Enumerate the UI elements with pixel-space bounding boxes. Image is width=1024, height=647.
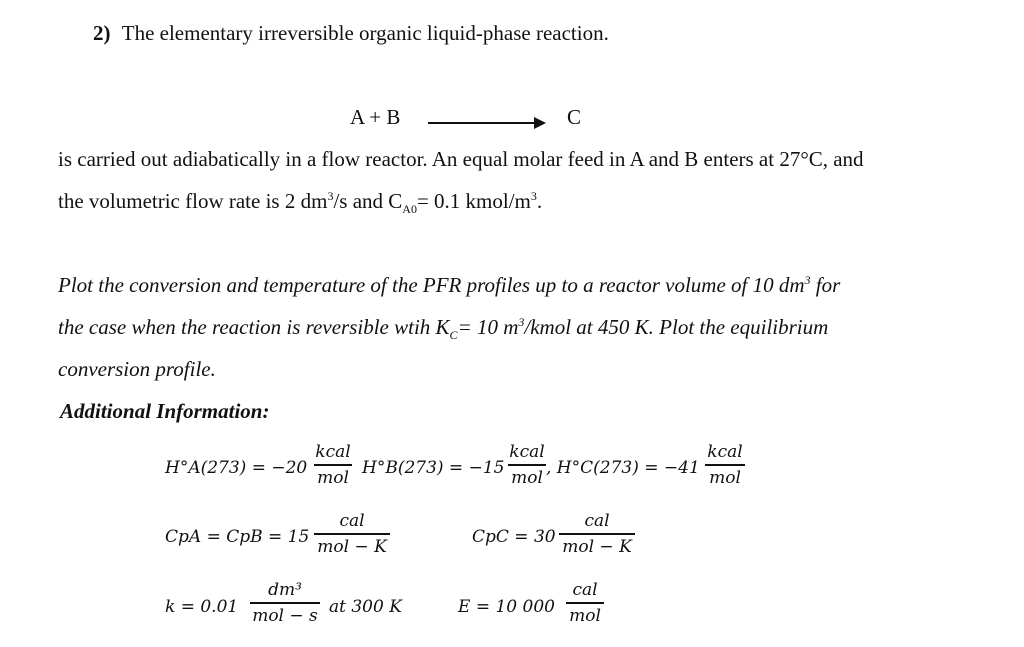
rate-constant-temp: at 300 K [329, 597, 402, 617]
task-line-1: Plot the conversion and temperature of the PFR profiles up to a reactor volume of 10 $dm^3$ for [58, 273, 841, 297]
reaction-lhs: A + B [350, 105, 401, 129]
description-line-1: is carried out adiabatically in a flow reactor. An equal molar feed in A and B enters at 27°C, and [58, 147, 864, 171]
problem-title-text: The elementary irreversible organic liquid-phase reaction. [121, 21, 609, 45]
enthalpy-a-unit: kcal mol [315, 442, 351, 488]
description-line-2: the volumetric flow rate is 2 $dm^3/s$ and $C_{A0}= 0.1$ kmol/$m^3$. [58, 189, 543, 217]
heat-capacity-c-unit: cal mol − K [559, 511, 635, 557]
rate-constant-unit: dm³ mol − s [250, 580, 320, 626]
task-line-3: conversion profile. [58, 357, 216, 381]
additional-info-heading: Additional Information: [60, 399, 270, 423]
heat-capacity-ab-lhs: CpA = CpB = 15 [165, 527, 310, 547]
activation-energy-unit: cal mol [566, 580, 604, 626]
activation-energy-lhs: E = 10 000 [458, 597, 555, 617]
problem-title [93, 21, 609, 46]
enthalpy-c-unit: kcal mol [705, 442, 745, 488]
rate-constant-lhs: k = 0.01 [165, 597, 239, 617]
enthalpy-b-unit: kcal mol [509, 442, 545, 488]
task-line-2: the case when the reaction is reversible wtih $K_C= 10$ $m^3$/kmol at 450 K. Plot the equilibrium [58, 315, 829, 343]
reaction-arrow-icon [428, 117, 546, 129]
reaction-rhs: C [567, 105, 582, 129]
heat-capacity-ab-unit: cal mol − K [314, 511, 390, 557]
problem-number: 2) [93, 21, 111, 45]
enthalpy-b-lhs: H°B(273) = −15 [362, 458, 505, 478]
enthalpy-c-lhs: , H°C(273) = −41 [546, 458, 700, 478]
enthalpy-a-lhs: H°A(273) = −20 [165, 458, 308, 478]
heat-capacity-c-lhs: CpC = 30 [472, 527, 556, 547]
